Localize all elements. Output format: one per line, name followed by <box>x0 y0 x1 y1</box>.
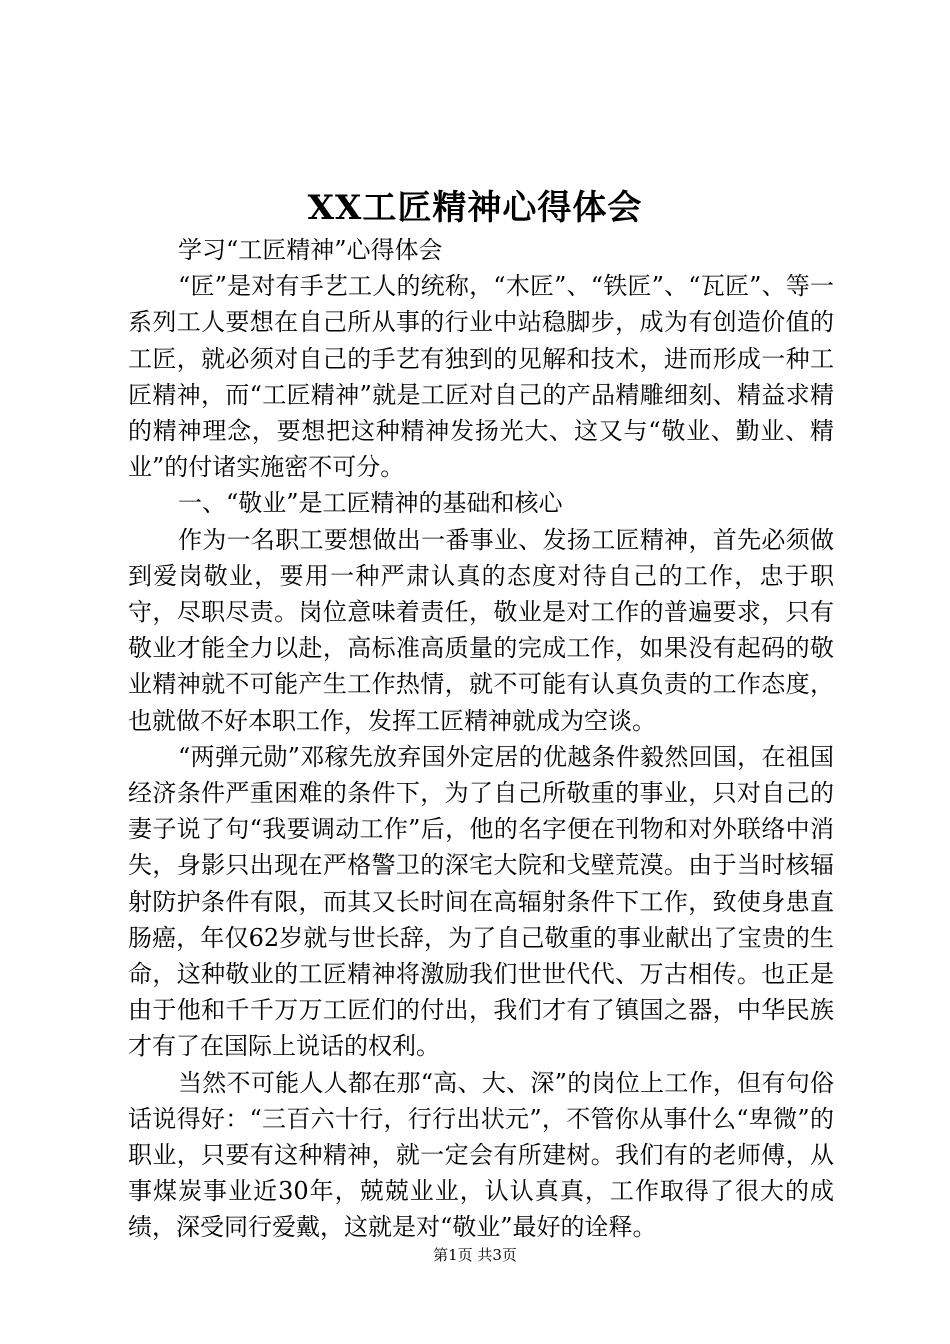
document-body <box>128 232 834 1246</box>
page-number-footer: 第1页 共3页 <box>433 1246 517 1264</box>
body-paragraph: 当然不可能人人都在那“高、大、深”的岗位上工作，但有句俗话说得好：“三百六十行，行行出状元”，不管你从事什么“卑微”的职业，只要有这种精神，就一定会有所建树。我们有的老师傅，从事煤炭事业近30年，兢兢业业，认认真真，工作取得了很大的成绩，深受同行爱戴，这就是对“敬业”最好的诠释。 <box>128 1068 834 1242</box>
subtitle-paragraph: 学习“工匠精神”心得体会 <box>178 236 443 264</box>
body-paragraph: “两弹元勋”邓稼先放弃国外定居的优越条件毅然回国，在祖国经济条件严重困难的条件下，为了自己所敬重的事业，只对自己的妻子说了句“我要调动工作”后，他的名字便在刊物和对外联络中消失，身影只出现在严格警卫的深宅大院和戈壁荒漠。由于当时核辐射防护条件有限，而其又长时间在高辐射条件下工作，致使身患直肠癌，年仅62岁就与世长辞，为了自己敬重的事业献出了宝贵的生命，这种敬业的工匠精神将激励我们世世代代、万古相传。也正是由于他和千千万万工匠们的付出，我们才有了镇国之器，中华民族才有了在国际上说话的权利。 <box>128 742 834 1061</box>
body-paragraph: 作为一名职工要想做出一番事业、发扬工匠精神，首先必须做到爱岗敬业，要用一种严肃认真的态度对待自己的工作，忠于职守，尽职尽责。岗位意味着责任，敬业是对工作的普遍要求，只有敬业才能全力以赴，高标准高质量的完成工作，如果没有起码的敬业精神就不可能产生工作热情，就不可能有认真负责的工作态度，也就做不好本职工作，发挥工匠精神就成为空谈。 <box>128 525 834 735</box>
body-paragraph: “匠”是对有手艺工人的统称，“木匠”、“铁匠”、“瓦匠”、等一系列工人要想在自己所从事的行业中站稳脚步，成为有创造价值的工匠，就必须对自己的手艺有独到的见解和技术，进而形成一种工匠精神，而“工匠精神”就是工匠对自己的产品精雕细刻、精益求精的精神理念，要想把这种精神发扬光大、这又与“敬业、勤业、精业”的付诸实施密不可分。 <box>128 272 834 482</box>
document-title: XX工匠精神心得体会 <box>307 188 643 228</box>
section-heading: 一、“敬业”是工匠精神的基础和核心 <box>178 489 563 518</box>
